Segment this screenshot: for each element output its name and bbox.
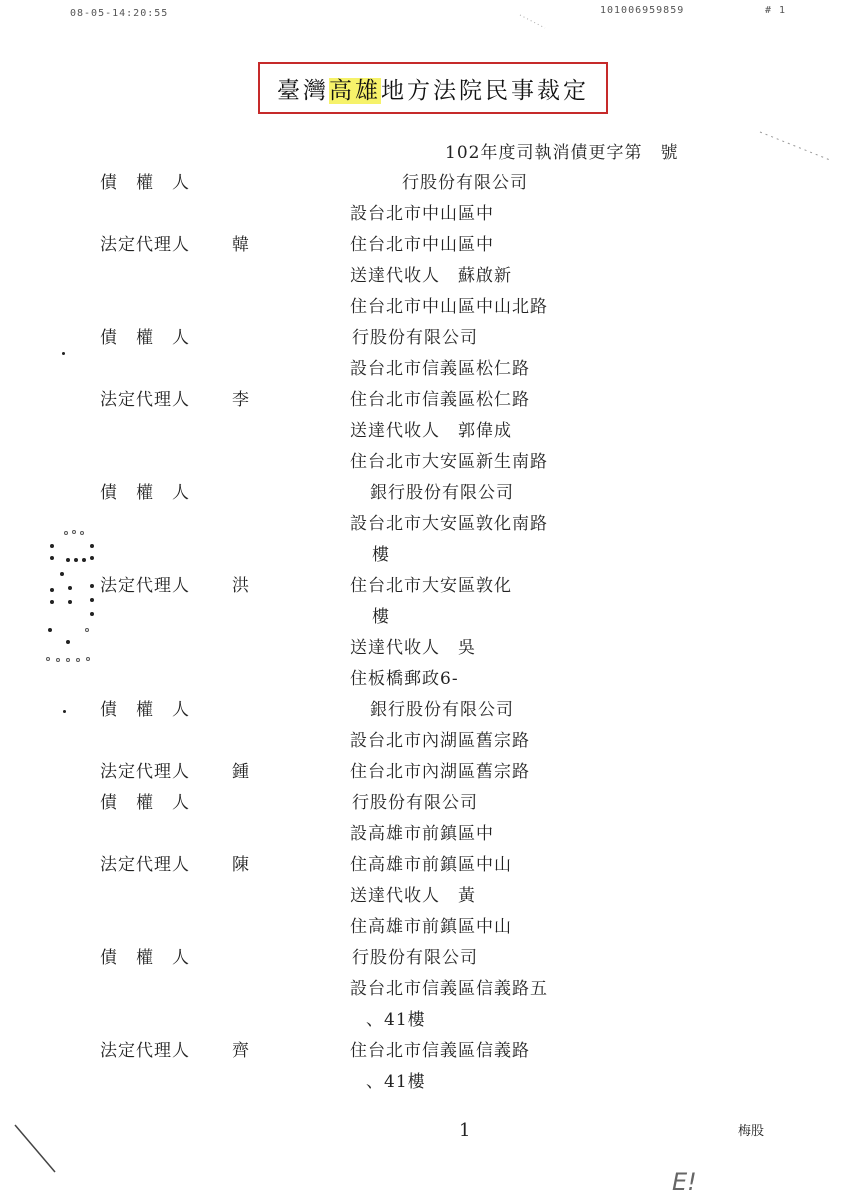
fax-number: 101006959859 bbox=[600, 5, 685, 16]
party-detail-line: 銀行股份有限公司 bbox=[370, 483, 514, 503]
scan-stroke bbox=[520, 15, 545, 28]
party-name: 鍾 bbox=[232, 762, 249, 782]
party-name: 洪 bbox=[232, 576, 249, 596]
fax-timestamp: 08-05-14:20:55 bbox=[70, 8, 169, 19]
party-role-label: 法定代理人 bbox=[100, 576, 190, 596]
party-detail-line: 送達代收人 郭偉成 bbox=[350, 421, 512, 441]
party-detail-line: 行股份有限公司 bbox=[402, 173, 528, 193]
section-tag: 梅股 bbox=[738, 1124, 765, 1139]
party-role-label: 法定代理人 bbox=[100, 762, 190, 782]
party-detail-line: 送達代收人 蘇啟新 bbox=[350, 266, 512, 286]
fax-page: # 1 bbox=[765, 5, 787, 16]
party-detail-line: 行股份有限公司 bbox=[352, 328, 478, 348]
party-role-label: 債 權 人 bbox=[100, 173, 190, 193]
party-detail-line: 送達代收人 黃 bbox=[350, 886, 476, 906]
party-detail-line: 設高雄市前鎮區中 bbox=[350, 824, 494, 844]
party-role-label: 法定代理人 bbox=[100, 855, 190, 875]
scan-stroke bbox=[760, 132, 830, 160]
party-detail-line: 銀行股份有限公司 bbox=[370, 700, 514, 720]
party-detail-line: 住台北市內湖區舊宗路 bbox=[350, 762, 530, 782]
party-detail-line: 住台北市中山區中山北路 bbox=[350, 297, 548, 317]
party-detail-line: 、41樓 bbox=[366, 1072, 426, 1092]
party-detail-line: 住台北市信義區松仁路 bbox=[350, 390, 530, 410]
party-detail-line: 設台北市內湖區舊宗路 bbox=[350, 731, 530, 751]
party-role-label: 法定代理人 bbox=[100, 390, 190, 410]
case-number: 102年度司執消債更字第 號 bbox=[445, 143, 679, 163]
party-detail-line: 住高雄市前鎮區中山 bbox=[350, 917, 512, 937]
party-role-label: 債 權 人 bbox=[100, 948, 190, 968]
party-role-label: 法定代理人 bbox=[100, 1041, 190, 1061]
party-detail-line: 送達代收人 吳 bbox=[350, 638, 476, 658]
party-name: 韓 bbox=[232, 235, 249, 255]
title-prefix: 臺灣 bbox=[277, 77, 329, 104]
party-detail-line: 住台北市信義區信義路 bbox=[350, 1041, 530, 1061]
page-number: 1 bbox=[459, 1120, 471, 1141]
party-detail-line: 設台北市信義區信義路五 bbox=[350, 979, 548, 999]
party-name: 陳 bbox=[232, 855, 249, 875]
title-suffix: 地方法院民事裁定 bbox=[381, 77, 589, 104]
party-detail-line: 行股份有限公司 bbox=[352, 948, 478, 968]
party-detail-line: 住高雄市前鎮區中山 bbox=[350, 855, 512, 875]
party-detail-line: 設台北市中山區中 bbox=[350, 204, 494, 224]
scan-stroke bbox=[15, 1125, 55, 1172]
handwritten-mark: E! bbox=[672, 1168, 697, 1196]
party-detail-line: 、41樓 bbox=[366, 1010, 426, 1030]
party-detail-line: 住板橋郵政6- bbox=[350, 669, 459, 689]
title-highlight: 高雄 bbox=[329, 77, 381, 104]
party-detail-line: 樓 bbox=[372, 607, 390, 627]
party-detail-line: 設台北市信義區松仁路 bbox=[350, 359, 530, 379]
party-detail-line: 住台北市中山區中 bbox=[350, 235, 494, 255]
party-role-label: 債 權 人 bbox=[100, 328, 190, 348]
party-detail-line: 住台北市大安區新生南路 bbox=[350, 452, 548, 472]
party-name: 齊 bbox=[232, 1041, 249, 1061]
party-detail-line: 設台北市大安區敦化南路 bbox=[350, 514, 548, 534]
party-role-label: 債 權 人 bbox=[100, 793, 190, 813]
party-role-label: 債 權 人 bbox=[100, 700, 190, 720]
party-detail-line: 住台北市大安區敦化 bbox=[350, 576, 512, 596]
party-role-label: 債 權 人 bbox=[100, 483, 190, 503]
party-role-label: 法定代理人 bbox=[100, 235, 190, 255]
party-name: 李 bbox=[232, 390, 249, 410]
party-detail-line: 行股份有限公司 bbox=[352, 793, 478, 813]
party-detail-line: 樓 bbox=[372, 545, 390, 565]
